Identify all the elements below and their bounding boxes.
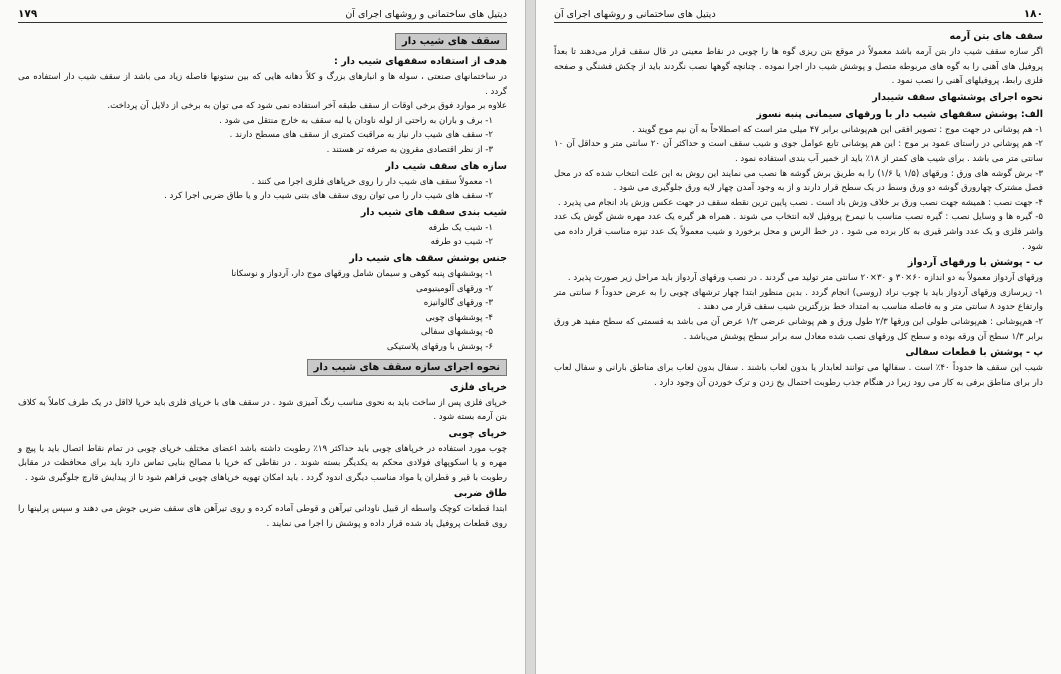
section-title-banner: سقف های شیب دار [395,33,507,50]
rc-text: اگر سازه سقف شیب دار بتن آرمه باشد معمولاً در موقع بتن ریزی گوه ها را چوبی در نقاط معینی در قال سقف قرار می‌دهند تا بعداً پروفیل های آهنی را به گوه های مربوطه متصل و پوشش شیب دار اجرا نموده . چنانچه گوهها نصب نگردند باید از چکش فشنگی و صفحه فلزی رابط، پروفیلهای آهنی را نصب نمود . [554,47,1043,87]
a-item: ۴- جهت نصب : همیشه جهت نصب ورق بر خلاف وزش باد است . نصب پایین ترین نقطه سقف در جهت عکس وزش باد انجام می پذیرد . [557,197,1043,208]
left-page [0,0,526,674]
vault-text: ابتدا قطعات کوچک واسطه از قبیل ناودانی تیرآهن و قوطی آماده کرده و روی تیرآهن های سقف ضربی جوش می دهند و سپس پرلینها را روی قطعات پروفیل یاد شده قرار داده و پوشش را اجرا می نمایند . [18,504,507,530]
reason-item: ۱- برف و باران به راحتی از لوله ناودان یا لبه سقف به خارج منتقل می شود . [219,115,493,126]
metal-truss-heading: خرپای فلزی [449,381,507,393]
sub-a-heading: الف: پوشش سقفهای شیب دار با ورقهای سیمانی پنبه نسوز [756,108,1043,120]
metal-truss-text: خرپای فلزی پس از ساخت باید به نحوی مناسب رنگ آمیزی شود . در سقف های با خرپای فلزی باید خرپا لااقل در یک طرف کاملاً به کلاف بتن آرمه بسته شود . [18,397,507,423]
a-item: ۲- هم پوشانی در راستای عمود بر موج : این هم پوشانی تابع عوامل جوی و شیب سقف است و حداکثر آن ۲۰ سانتی متر و حداقل آن ۱۰ سانتی متر می باشد . برای شیب های کمتر از ۱۸٪ باید از خمیر آب بندی استفاده نمود . [554,139,1043,164]
left-running-title: دیتیل های ساختمانی و روشهای اجرای آن [345,9,507,20]
right-page-header [554,8,1043,23]
cover-exec-heading: نحوه اجرای پوششهای سقف شیبدار [872,91,1043,103]
material-item: ۴- پوششهای چوبی [425,312,493,323]
a-item: ۱- هم پوشانی در جهت موج : تصویر افقی این هم‌پوشانی برابر ۴۷ میلی متر است که اصطلاحاً به آن نیم موج گویند . [632,124,1043,135]
vault-heading: طاق ضربی [453,488,507,500]
right-page-number: ۱۸۰ [1023,8,1043,20]
purpose-heading: هدف از استفاده سقفهای شیب دار : [334,56,507,67]
purpose-text: در ساختمانهای صنعتی ، سوله ها و انبارهای بزرگ و کلاً دهانه هایی که بین ستونها فاصله زیاد می باشد از سقف شیب دار استفاده می گردد . [18,72,507,97]
book-gutter [526,0,535,674]
left-page-number: ۱۷۹ [18,8,38,20]
b-item: ۱- زیرسازی ورقهای آردواز باید با چوب نراد (روسی) انجام گردد . بدین منظور ابتدا چهار ترشهای چوبی را به عرض حدوداً ۶ سانتی متر وارتفاع حدود ۸ سانتی متر و به فاصله مناسب به امتداد خط بزرگترین شیب سقف قرار می دهند . [554,287,1043,313]
material-item: ۵- پوششهای سفالی [420,327,493,338]
slope-item: ۲- شیب دو طرفه [430,237,493,248]
structure-heading: سازه های سقف شیب دار [385,160,507,172]
right-running-title: دیتیل های ساختمانی و روشهای اجرای آن [554,9,716,20]
slope-heading: شیب بندی سقف های شیب دار [360,206,507,218]
a-item: ۳- برش گوشه های ورق : ورقهای (۱/۵ یا ۱/۶) را به طریق برش گوشه ها نصب می نمایند این روش به این علت انتخاب شده که در محل فصل مشترک چهارورق گوشه دو ورق وسط در یک سطح قرار دارند و از به وجود آمدن چهار لایه ورق جلوگیری می شود . [554,168,1043,194]
rc-heading: سقف های بتن آرمه [949,31,1043,42]
structure-item: ۲- سقف های شیب دار را می توان روی سقف های بتنی شیب دار و یا طاق ضربی اجرا کرد . [164,191,493,202]
structure-item: ۱- معمولاً سقف های شیب دار را روی خرپاهای فلزی اجرا می کنند . [251,176,493,187]
c-text: شیب این سقف ها حدوداً ۴۰٪ است . سفالها می توانند لعابدار یا بدون لعاب باشند . سفال بدون لعاب برای مناطق بارانی و سفال لعاب دار برای مناطق برفی به کار می رود زیرا در هنگام جذب رطوبت احتمال یخ زدن و ترک خوردن آن وجود دارد . [554,363,1043,388]
b-intro: ورقهای آردواز معمولاً به دو اندازه ۶۰×۳۰ و ۳۰×۲۰ سانتی متر تولید می گردند . در نصب ورقهای آردواز باید مراحل زیر صورت پذیرد . [567,273,1043,284]
reason-item: ۲- سقف های شیب دار نیاز به مراقبت کمتری از سقف های مسطح دارند . [229,130,493,141]
wood-truss-heading: خرپای چوبی [448,427,507,439]
material-item: ۶- پوشش با ورقهای پلاستیکی [386,341,493,352]
material-item: ۳- ورقهای گالوانیزه [423,298,493,309]
right-page [535,0,1061,674]
material-heading: جنس پوشش سقف های شیب دار [349,252,507,264]
a-item: ۵- گیره ها و وسایل نصب : گیره نصب مناسب با نیمرخ پروفیل لابه انتخاب می شوند . همراه هر گیره یک عدد مهره شش گوش یک عدد واشر فلزی و یک عدد واشر قیری به کار برده می شود . در خط الرس و محل برخورد و شیب معمولاً یک عدد تیزه مناسب قرار داده می شود . [554,212,1043,252]
execution-title-banner: نحوه اجرای سازه سقف های شیب دار [307,359,507,376]
material-item: ۲- ورقهای آلومینیومی [416,283,493,294]
reason-item: ۳- از نظر اقتصادی مقرون به صرفه تر هستند . [326,144,493,155]
sub-b-heading: ب - پوشش با ورقهای آردواز [907,257,1043,269]
extra-text: علاوه بر موارد فوق برخی اوقات از سقف طبقه آخر استفاده نمی شود که می توان به برخی از دلایل آن پرداخت. [107,101,507,112]
b-item: ۲- هم‌پوشانی : هم‌پوشانی طولی این ورقها ۲/۳ طول ورق و هم پوشانی عرضی ۱/۲ عرض آن می باشد به قسمتی که سطح مفید هر ورق برابر ۱/۳ سطح آن ورقه بوده و سطح کل ورقهای نصب شده معادل سه برابر سطح پوشش می‌باشد . [554,316,1043,342]
wood-truss-text: چوب مورد استفاده در خرپاهای چوبی باید حداکثر ۱۹٪ رطوبت داشته باشد اعضای مختلف خرپای چوبی در تمام نقاط اتصال باید با پیچ و مهره و یا اسکوپهای فولادی محکم به یکدیگر بسته شوند . در نقاطی که خرپا با مصالح بنایی تماس دارد باید برای محافظت در مقابل رطوبت با قیر و قطران یا مواد مناسب دیگری اندود گردد . باید امکان تهویه خرپاهای چوبی فراهم شود تا از پیدایش قارچ جلوگیری شود . [18,443,508,483]
material-item: ۱- پوششهای پنبه کوهی و سیمان شامل ورقهای موج دار، آردواز و نوسکانا [231,268,493,279]
sub-c-heading: پ - پوشش با قطعات سفالی [905,347,1043,359]
left-page-content [18,29,507,532]
slope-item: ۱- شیب یک طرفه [428,222,493,233]
left-page-header [18,8,507,23]
right-page-content [554,29,1043,390]
